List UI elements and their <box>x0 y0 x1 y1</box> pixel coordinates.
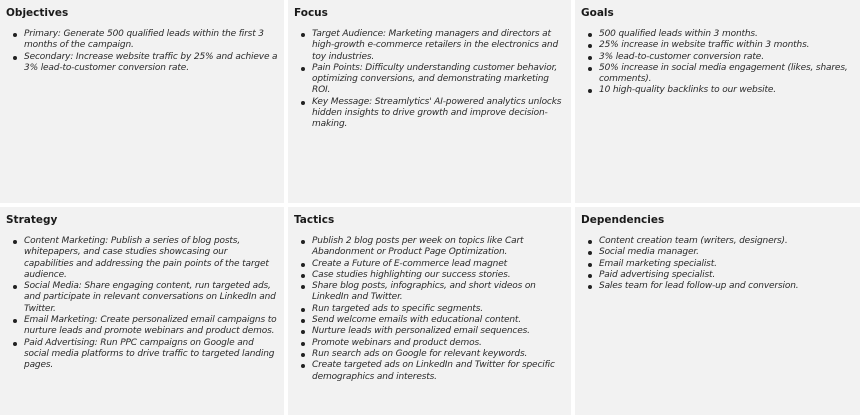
list-item <box>24 281 278 315</box>
objectives-list <box>6 29 278 74</box>
strategy-list <box>6 236 278 372</box>
list-item <box>312 63 565 97</box>
bullet-icon <box>13 319 17 323</box>
list-item <box>312 338 565 349</box>
bullet-icon <box>588 44 592 48</box>
list-item <box>312 270 565 281</box>
list-item-text: Publish 2 blog posts per week on topics like Cart Abandonment or Product Page Optimization. <box>312 236 524 258</box>
objectives-heading: Objectives <box>6 7 69 19</box>
list-item <box>599 85 854 96</box>
bullet-icon <box>301 240 305 244</box>
focus-heading: Focus <box>294 7 328 19</box>
list-item <box>599 270 854 281</box>
list-item <box>599 236 854 247</box>
tactics-panel <box>288 207 571 415</box>
list-item-text: Create targeted ads on LinkedIn and Twitter for specific demographics and interests. <box>312 360 555 382</box>
list-item-text: Share blog posts, infographics, and short videos on LinkedIn and Twitter. <box>312 281 536 303</box>
list-item-text: Paid advertising specialist. <box>599 269 716 280</box>
list-item-text: Social Media: Share engaging content, run targeted ads, and participate in relevant conversations on LinkedIn and Twitter. <box>24 281 276 314</box>
focus-panel <box>288 0 571 203</box>
list-item <box>312 304 565 315</box>
bullet-icon <box>301 353 305 357</box>
list-item-text: Primary: Generate 500 qualified leads within the first 3 months of the campaign. <box>24 29 264 51</box>
bullet-icon <box>588 67 592 71</box>
goals-panel <box>575 0 860 203</box>
list-item <box>312 281 565 304</box>
list-item <box>312 29 565 63</box>
dependencies-list <box>581 236 854 292</box>
bullet-icon <box>301 308 305 312</box>
list-item <box>599 52 854 63</box>
list-item <box>599 40 854 51</box>
strategy-panel <box>0 207 284 415</box>
list-item-text: Case studies highlighting our success stories. <box>312 269 511 280</box>
bullet-icon <box>588 251 592 255</box>
list-item <box>24 29 278 52</box>
bullet-icon <box>13 342 17 346</box>
list-item <box>312 326 565 337</box>
list-item-text: Promote webinars and product demos. <box>312 337 482 348</box>
list-item-text: Send welcome emails with educational content. <box>312 315 521 326</box>
list-item <box>599 281 854 292</box>
goals-heading: Goals <box>581 7 614 19</box>
list-item <box>312 97 565 131</box>
bullet-icon <box>301 342 305 346</box>
list-item <box>24 315 278 338</box>
list-item-text: Run targeted ads to specific segments. <box>312 303 484 314</box>
list-item-text: Social media manager. <box>599 247 699 258</box>
list-item <box>599 63 854 86</box>
list-item <box>24 52 278 75</box>
bullet-icon <box>588 56 592 60</box>
list-item <box>312 349 565 360</box>
list-item <box>599 29 854 40</box>
list-item <box>312 315 565 326</box>
bullet-icon <box>301 263 305 267</box>
dependencies-heading: Dependencies <box>581 214 665 226</box>
focus-list <box>294 29 565 131</box>
list-item-text: Create a Future of E-commerce lead magnet <box>312 258 507 269</box>
list-item-text: Email Marketing: Create personalized email campaigns to nurture leads and promote webinars and product demos. <box>24 315 277 337</box>
bullet-icon <box>301 101 305 105</box>
list-item-text: Secondary: Increase website traffic by 25% and achieve a 3% lead-to-customer conversion rate. <box>24 51 278 73</box>
bullet-icon <box>301 274 305 278</box>
bullet-icon <box>13 56 17 60</box>
list-item-text: Target Audience: Marketing managers and directors at high-growth e-commerce retailers in the electronics and toy industries. <box>312 29 559 62</box>
list-item-text: 3% lead-to-customer conversion rate. <box>599 51 764 62</box>
list-item-text: Sales team for lead follow-up and conversion. <box>599 281 799 292</box>
bullet-icon <box>588 89 592 93</box>
goals-list <box>581 29 854 97</box>
bullet-icon <box>301 33 305 37</box>
bullet-icon <box>301 330 305 334</box>
bullet-icon <box>588 274 592 278</box>
tactics-heading: Tactics <box>294 214 335 226</box>
dependencies-panel <box>575 207 860 415</box>
list-item <box>312 360 565 383</box>
objectives-panel <box>0 0 284 203</box>
list-item-text: 500 qualified leads within 3 months. <box>599 29 758 39</box>
bullet-icon <box>13 240 17 244</box>
strategy-heading: Strategy <box>6 214 58 226</box>
bullet-icon <box>588 263 592 267</box>
list-item-text: Email marketing specialist. <box>599 258 717 269</box>
bullet-icon <box>13 285 17 289</box>
list-item-text: 10 high-quality backlinks to our website. <box>599 85 776 96</box>
list-item-text: Key Message: Streamlytics' AI-powered analytics unlocks hidden insights to drive growth and improve decision-making. <box>312 96 562 130</box>
bullet-icon <box>13 33 17 37</box>
bullet-icon <box>301 285 305 289</box>
list-item-text: Run search ads on Google for relevant keywords. <box>312 348 528 359</box>
list-item-text: Content creation team (writers, designers). <box>599 236 788 246</box>
list-item-text: 25% increase in website traffic within 3 months. <box>599 40 810 51</box>
list-item-text: Nurture leads with personalized email sequences. <box>312 326 530 337</box>
list-item <box>599 259 854 270</box>
tactics-list <box>294 236 565 383</box>
bullet-icon <box>301 67 305 71</box>
list-item <box>599 247 854 258</box>
list-item-text: Pain Points: Difficulty understanding customer behavior, optimizing conversions, and demonstrating marketing ROI. <box>312 62 558 96</box>
bullet-icon <box>301 364 305 368</box>
list-item-text: Paid Advertising: Run PPC campaigns on Google and social media platforms to drive traffic to targeted landing pages. <box>24 337 275 371</box>
list-item-text: 50% increase in social media engagement (likes, shares, comments). <box>599 62 848 85</box>
bullet-icon <box>588 285 592 289</box>
bullet-icon <box>588 240 592 244</box>
list-item <box>24 236 278 281</box>
bullet-icon <box>301 319 305 323</box>
list-item-text: Content Marketing: Publish a series of blog posts, whitepapers, and case studies showcasing our capabilities and addressing the pain points of the target audience. <box>24 236 269 280</box>
list-item <box>312 259 565 270</box>
list-item <box>312 236 565 259</box>
bullet-icon <box>588 33 592 37</box>
list-item <box>24 338 278 372</box>
